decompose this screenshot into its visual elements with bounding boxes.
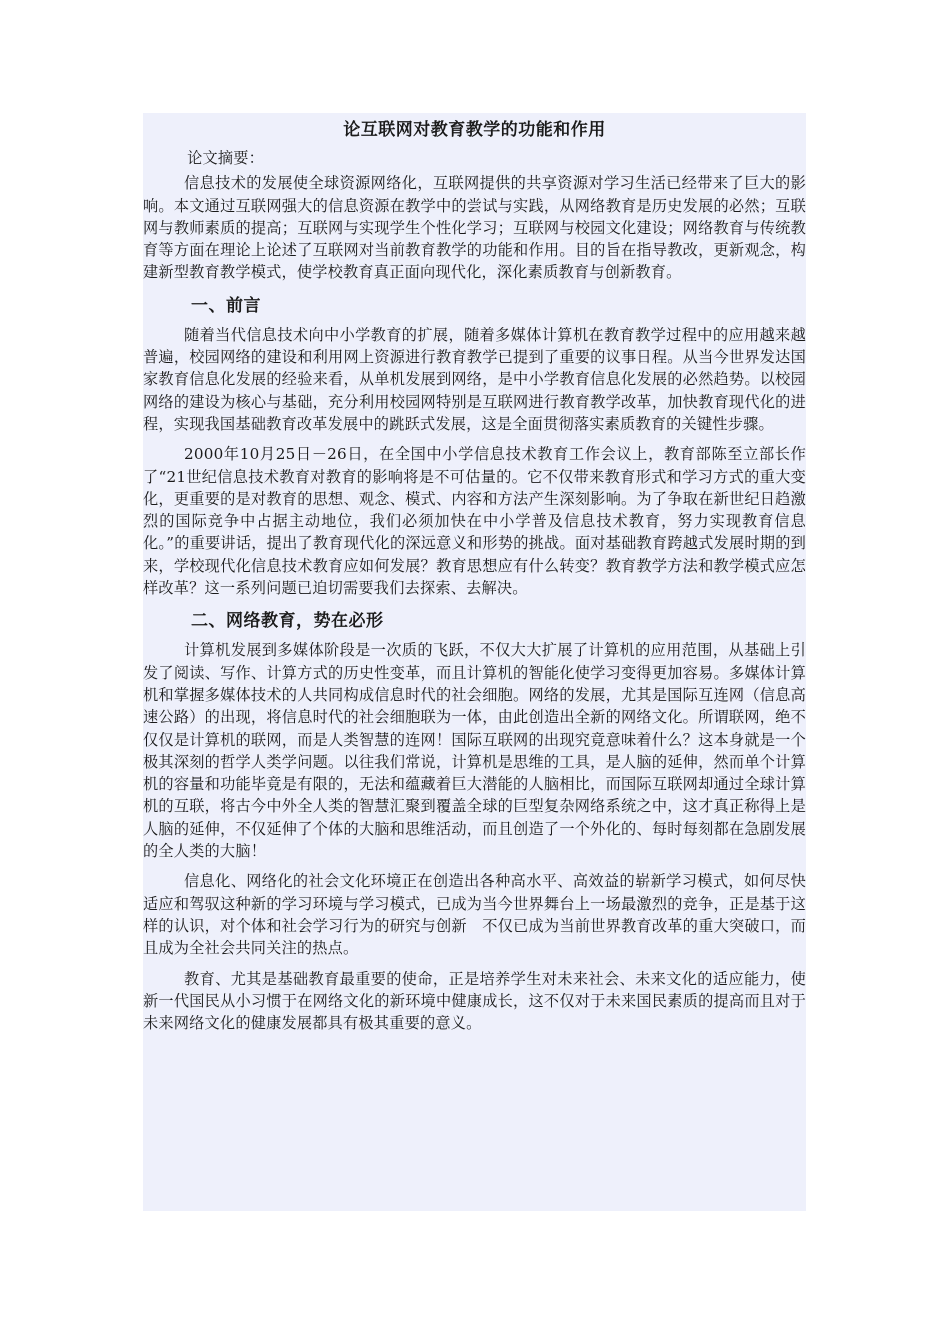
- body-paragraph: 信息化、网络化的社会文化环境正在创造出各种高水平、高效益的崭新学习模式，如何尽快适应和驾驭这种新的学习环境与学习模式，已成为当今世界舞台上一场最激烈的竞争，正是基于这样的认识，对个体和社会学习行为的研究与创新 不仅已成为当前世界教育改革的重大突破口，而且成为全社会共同关注的热点。: [143, 872, 806, 958]
- body-paragraph: 教育、尤其是基础教育最重要的使命，正是培养学生对未来社会、未来文化的适应能力，使新一代国民从小习惯于在网络文化的新环境中健康成长，这不仅对于未来国民素质的提高而且对于未来网络文化的健康发展都具有极其重要的意义。: [143, 969, 806, 1033]
- section-heading-network-education: 二、网络教育，势在必形: [191, 611, 384, 632]
- section-heading-preface: 一、前言: [191, 295, 261, 316]
- document-title: 论互联网对教育教学的功能和作用: [343, 120, 606, 140]
- document-page: [143, 113, 806, 1211]
- abstract-paragraph: 信息技术的发展使全球资源网络化，互联网提供的共享资源对学习生活已经带来了巨大的影响。本文通过互联网强大的信息资源在教学中的尝试与实践，从网络教育是历史发展的必然；互联网与教师素质的提高；互联网与实现学生个性化学习；互联网与校园文化建设；网络教育与传统教育等方面在理论上论述了互联网对当前教育教学的功能和作用。目的旨在指导教改，更新观念，构建新型教育教学模式，使学校教育真正面向现代化，深化素质教育与创新教育。: [143, 174, 806, 282]
- body-paragraph: 计算机发展到多媒体阶段是一次质的飞跃，不仅大大扩展了计算机的应用范围，从基础上引发了阅读、写作、计算方式的历史性变革，而且计算机的智能化使学习变得更加容易。多媒体计算机和掌握多媒体技术的人共同构成信息时代的社会细胞。网络的发展，尤其是国际互连网（信息高速公路）的出现，将信息时代的社会细胞联为一体，由此创造出全新的网络文化。所谓联网，绝不仅仅是计算机的联网，而是人类智慧的连网！国际互联网的出现究竟意味着什么？这本身就是一个极其深刻的哲学人类学问题。以往我们常说，计算机是思维的工具，是人脑的延伸，然而单个计算机的容量和功能毕竟是有限的，无法和蕴藏着巨大潜能的人脑相比，而国际互联网却通过全球计算机的互联，将古今中外全人类的智慧汇聚到覆盖全球的巨型复杂网络系统之中，这才真正称得上是人脑的延伸，不仅延伸了个体的大脑和思维活动，而且创造了一个外化的、每时每刻都在急剧发展的全人类的大脑！: [143, 641, 806, 861]
- body-paragraph: 2000年10月25日－26日，在全国中小学信息技术教育工作会议上，教育部陈至立部长作了“21世纪信息技术教育对教育的影响将是不可估量的。它不仅带来教育形式和学习方式的重大变化，更重要的是对教育的思想、观念、模式、内容和方法产生深刻影响。为了争取在新世纪日趋激烈的国际竞争中占据主动地位，我们必须加快在中小学普及信息技术教育，努力实现教育信息化。”的重要讲话，提出了教育现代化的深远意义和形势的挑战。面对基础教育跨越式发展时期的到来，学校现代化信息技术教育应如何发展？教育思想应有什么转变？教育教学方法和教学模式应怎样改革？这一系列问题已迫切需要我们去探索、去解决。: [143, 445, 806, 598]
- body-paragraph: 随着当代信息技术向中小学教育的扩展，随着多媒体计算机在教育教学过程中的应用越来越普遍，校园网络的建设和利用网上资源进行教育教学已提到了重要的议事日程。从当今世界发达国家教育信息化发展的经验来看，从单机发展到网络，是中小学教育信息化发展的必然趋势。以校园网络的建设为核心与基础，充分利用校园网特别是互联网进行教育教学改革，加快教育现代化的进程，实现我国基础教育改革发展中的跳跃式发展，这是全面贯彻落实素质教育的关键性步骤。: [143, 325, 806, 433]
- abstract-label: 论文摘要：: [187, 149, 265, 167]
